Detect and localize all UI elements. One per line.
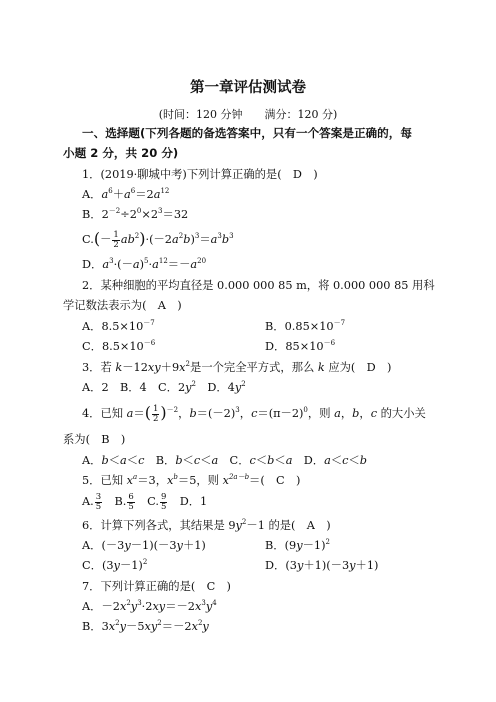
q2-option-a: A．$8.5\times 10^{-7}$ [82,319,155,333]
fraction: $\frac{9}{5}$ [160,491,167,512]
q1-option-a: A．$a^6+a^6=2a^{12}$ [82,187,170,201]
q6-option-b: B．$(9y-1)^2$ [265,538,330,552]
q2-option-c: C．$8.5\times 10^{-6}$ [82,339,156,353]
page-title: 第一章评估测试卷 [190,80,306,96]
q2-stem-line2: 学记数法表示为( A ) [63,299,182,312]
section-heading-line2: 小题 2 分，共 20 分) [63,146,179,160]
q5-stem: 5．已知 $x^a=3$，$x^b=5$，则 $x^{2a-b}=$( C ) [82,473,301,487]
q5-options: A. $\frac{3}{5}$ B. $\frac{6}{5}$ C. $\frac{9}{5}$ D．1 [82,491,208,512]
q1-stem: 1．(2019·聊城中考)下列计算正确的是( D ) [82,168,318,181]
section-heading-line1: 一、选择题(下列各题的备选答案中，只有一个答案是正确的，每 [82,126,412,140]
q6-option-d: D．(3y＋1)(－3y＋1) [265,559,379,572]
q4-options: A．b＜a＜c B．b＜c＜a C．c＜b＜a D．a＜c＜b [82,454,368,467]
fraction: $\frac{1}{2}$ [113,229,119,250]
q4-stem-line1: 4．已知 a＝( $\frac{1}{2}$ )$^{-2}$，$b=(-2)^3$，$c=(\pi-2)^0$，则 a，b，c 的大小关 [82,403,426,424]
fraction: $\frac{3}{5}$ [95,491,102,512]
q1-option-d: D．$a^3\cdot(-a)^5\cdot a^{12}=-a^{20}$ [82,257,207,271]
q6-option-c: C．$(3y-1)^2$ [82,558,148,572]
q4-stem-line2: 系为( B ) [63,433,126,446]
q6-stem: 6．计算下列各式，其结果是 $9y^2-1$ 的是( A ) [82,518,331,532]
q7-option-b: B．$3x^2y-5xy^2=-2x^2y$ [82,619,209,633]
q7-option-a: A．$-2x^2y^3\cdot 2xy=-2x^3y^4$ [82,599,217,613]
q7-stem: 7．下列计算正确的是( C ) [82,580,231,593]
fraction: $\frac{6}{5}$ [128,491,134,512]
q3-stem: 3．若 $k-12xy+9x^2$是一个完全平方式，那么 k 应为( D ) [82,360,392,374]
q2-option-b: B．$0.85\times 10^{-7}$ [265,319,346,333]
fraction: $\frac{1}{2}$ [152,403,159,424]
q3-options: A．2 B．4 C．$2y^2$ D．$4y^2$ [82,380,246,394]
q2-option-d: D．$85\times 10^{-6}$ [265,339,336,353]
q1-option-b: B．$2^{-2}\div 2^0\times 2^3=32$ [82,207,189,221]
q6-option-a: A．(－3y－1)(－3y＋1) [82,539,206,552]
q2-stem-line1: 2．某种细胞的平均直径是 0.000 000 85 m，将 0.000 000 85 用科 [82,279,435,292]
q1-option-c: C.(－ $\frac{1}{2}$ $ab^2)\cdot(-2a^2b)^3=a^3b^3$ [82,229,234,250]
exam-info: (时间：120 分钟 满分：120 分) [158,108,338,121]
